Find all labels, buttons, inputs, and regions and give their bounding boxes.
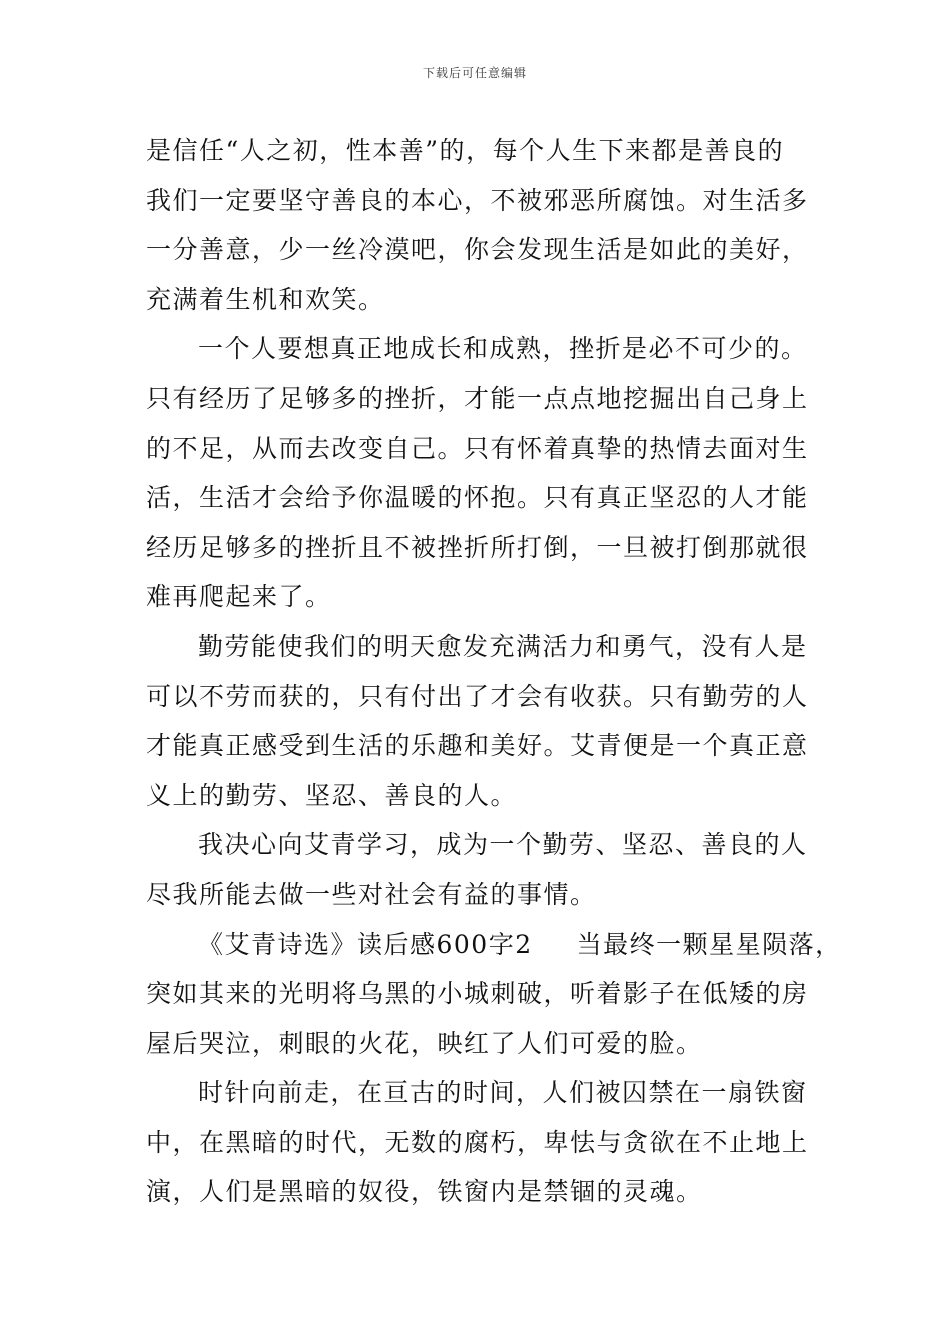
text-line: 义上的勤劳、坚忍、善良的人。	[146, 780, 518, 810]
text-line: 尽我所能去做一些对社会有益的事情。	[146, 879, 597, 909]
text-line: 中，在黑暗的时代，无数的腐朽，卑怯与贪欲在不止地上	[146, 1127, 809, 1157]
text-line: 的不足，从而去改变自己。只有怀着真挚的热情去面对生	[146, 433, 809, 463]
page-header: 下载后可任意编辑	[422, 66, 527, 80]
text-line: 一分善意，少一丝冷漠吧，你会发现生活是如此的美好，	[146, 235, 809, 265]
text-line: 我们一定要坚守善良的本心，不被邪恶所腐蚀。对生活多	[146, 185, 809, 215]
text-segment: 当最终一颗星星陨落，	[576, 929, 842, 959]
paragraph-first-line: 一个人要想真正地成长和成熟，挫折是必不可少的。	[198, 334, 808, 364]
text-line: 突如其来的光明将乌黑的小城刺破，听着影子在低矮的房	[146, 979, 809, 1009]
text-line: 经历足够多的挫折且不被挫折所打倒，一旦被打倒那就很	[146, 532, 809, 562]
text-line: 演，人们是黑暗的奴役，铁窗内是禁锢的灵魂。	[146, 1177, 703, 1207]
text-line: 可以不劳而获的，只有付出了才会有收获。只有勤劳的人	[146, 681, 809, 711]
text-line: 才能真正感受到生活的乐趣和美好。艾青便是一个真正意	[146, 731, 809, 761]
text-line: 充满着生机和欢笑。	[146, 284, 385, 314]
paragraph-first-line: 勤劳能使我们的明天愈发充满活力和勇气，没有人是	[198, 631, 808, 661]
text-line: 是信任“人之初，性本善”的，每个人生下来都是善良的	[146, 136, 785, 165]
text-line: 屋后哭泣，刺眼的火花，映红了人们可爱的脸。	[146, 1028, 703, 1058]
text-line: 只有经历了足够多的挫折，才能一点点地挖掘出自己身上	[146, 383, 809, 413]
section-title-line	[146, 920, 842, 970]
section-title: 《艾青诗选》读后感600字2	[198, 929, 533, 959]
text-line: 活，生活才会给予你温暖的怀抱。只有真正坚忍的人才能	[146, 483, 809, 513]
text-line: 难再爬起来了。	[146, 582, 332, 612]
paragraph-first-line: 时针向前走，在亘古的时间，人们被囚禁在一扇铁窗	[198, 1078, 808, 1108]
document-body	[146, 126, 842, 1217]
paragraph-first-line: 我决心向艾青学习，成为一个勤劳、坚忍、善良的人	[198, 830, 808, 860]
